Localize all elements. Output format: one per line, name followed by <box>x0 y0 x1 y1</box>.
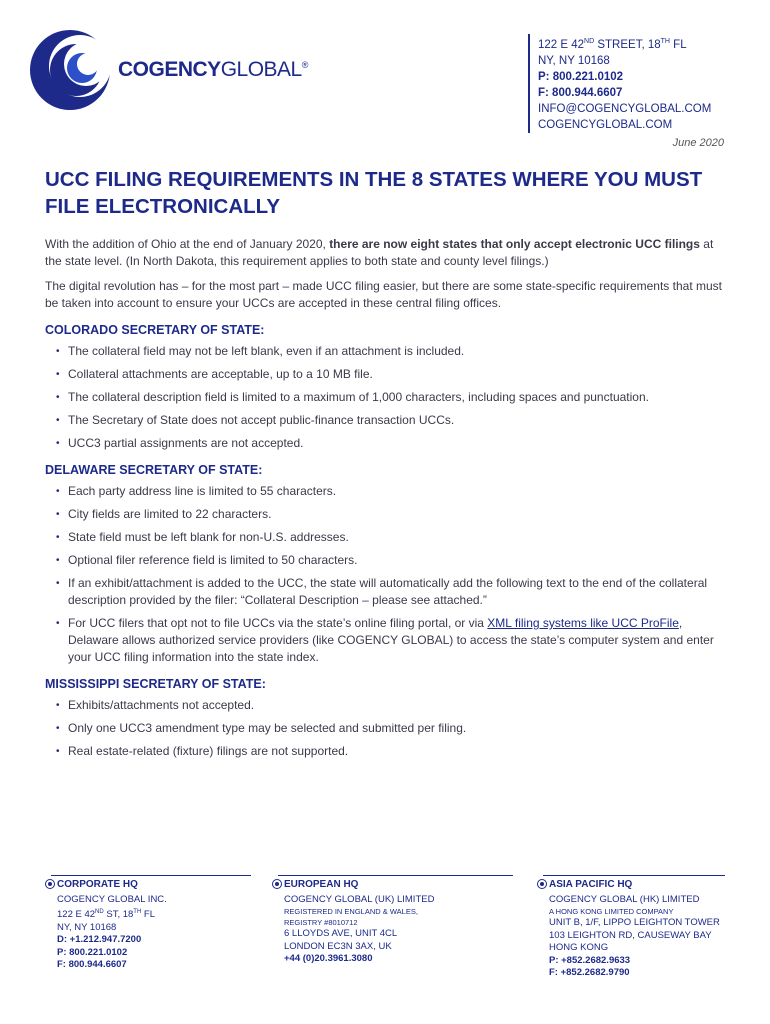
address-line-2: NY, NY 10168 <box>538 54 610 67</box>
phone: P: 800.221.0102 <box>538 70 624 83</box>
office-heading: EUROPEAN HQ <box>272 879 517 892</box>
office-address-1: UNIT B, 1/F, LIPPO LEIGHTON TOWER <box>549 917 720 928</box>
footer-corporate-hq <box>45 875 255 972</box>
location-bullet-icon <box>272 879 282 889</box>
office-heading: ASIA PACIFIC HQ <box>537 879 725 892</box>
intro-paragraph-1: With the addition of Ohio at the end of January 2020, there are now eight states that only accept electronic UCC filings at the state level. (In North Dakota, this requirement applies to both state and county level filings.) <box>45 237 714 268</box>
list-item: • Each party address line is limited to 55 characters. <box>45 483 725 500</box>
list-item: • If an exhibit/attachment is added to the UCC, the state will automatically add the following text to the end of the collateral description provided by the filer: “Collateral Description – please see attached.” <box>45 575 725 609</box>
office-address-2: LONDON EC3N 3AX, UK <box>284 940 392 952</box>
footer <box>45 875 725 985</box>
office-direct: D: +1.212.947.7200 <box>57 934 142 946</box>
location-bullet-icon <box>45 879 55 889</box>
list-item: • For UCC filers that opt not to file UCCs via the state’s online filing portal, or via XML filing systems like UCC ProFile, Delaware allows authorized service providers (like COGENCY GLOBAL) to access the state’s computer system and enter your UCC filing information into the state index. <box>45 615 725 666</box>
document-body <box>45 236 725 766</box>
office-company: COGENCY GLOBAL (HK) LIMITED <box>549 893 700 905</box>
footer-european-hq <box>272 875 517 966</box>
website-link[interactable]: COGENCYGLOBAL.COM <box>538 118 673 131</box>
location-bullet-icon <box>537 879 547 889</box>
office-phone: P: +852.2682.9633 <box>549 954 631 966</box>
office-phone: P: 800.221.0102 <box>57 946 128 958</box>
office-address-2: 103 LEIGHTON RD, CAUSEWAY BAY <box>549 929 712 941</box>
logo <box>28 28 328 112</box>
office-registration-1: REGISTERED IN ENGLAND & WALES, <box>284 907 418 916</box>
office-company: COGENCY GLOBAL (UK) LIMITED <box>284 893 435 905</box>
section-heading-mississippi: MISSISSIPPI SECRETARY OF STATE: <box>45 677 266 691</box>
office-registration-2: REGISTRY #8010712 <box>284 918 358 927</box>
logo-swirl-icon <box>28 28 118 112</box>
footer-divider <box>278 875 513 876</box>
intro-paragraph-2: The digital revolution has – for the most part – made UCC filing easier, but there are some state-specific requirements that must be taken into account to ensure your UCCs are accepted in these central filing offices. <box>45 279 722 310</box>
footer-divider <box>51 875 251 876</box>
list-mississippi <box>45 697 725 760</box>
list-colorado <box>45 343 725 452</box>
ucc-profile-link[interactable]: XML filing systems like UCC ProFile <box>487 616 679 630</box>
brand-wordmark: COGENCYGLOBAL® <box>118 58 308 81</box>
list-item: • The collateral description field is limited to a maximum of 1,000 characters, including spaces and punctuation. <box>45 389 725 406</box>
office-address-2: NY, NY 10168 <box>57 921 117 933</box>
footer-divider <box>543 875 725 876</box>
list-item: • Exhibits/attachments not accepted. <box>45 697 725 714</box>
list-item: • Only one UCC3 amendment type may be selected and submitted per filing. <box>45 720 725 737</box>
office-fax: F: 800.944.6607 <box>57 959 127 971</box>
section-heading-colorado: COLORADO SECRETARY OF STATE: <box>45 323 265 337</box>
list-item: • City fields are limited to 22 characters. <box>45 506 725 523</box>
email-link[interactable]: INFO@COGENCYGLOBAL.COM <box>538 102 712 115</box>
section-heading-delaware: DELAWARE SECRETARY OF STATE: <box>45 463 263 477</box>
list-item: • The Secretary of State does not accept public-finance transaction UCCs. <box>45 412 725 429</box>
office-address-3: HONG KONG <box>549 942 609 953</box>
office-company: COGENCY GLOBAL INC. <box>57 893 167 905</box>
list-item: • State field must be left blank for non-U.S. addresses. <box>45 529 725 546</box>
contact-block <box>528 34 711 133</box>
footer-asia-pacific-hq <box>537 875 725 980</box>
office-company-type: A HONG KONG LIMITED COMPANY <box>549 907 674 916</box>
address-line-1: 122 E 42ND STREET, 18TH FL <box>538 38 687 51</box>
fax: F: 800.944.6607 <box>538 86 623 99</box>
office-phone: +44 (0)20.3961.3080 <box>284 953 373 964</box>
office-address-1: 122 E 42ND ST, 18TH FL <box>57 909 156 921</box>
list-item: • The collateral field may not be left blank, even if an attachment is included. <box>45 343 725 360</box>
list-item: • UCC3 partial assignments are not accepted. <box>45 435 725 452</box>
page-title: UCC FILING REQUIREMENTS IN THE 8 STATES WHERE YOU MUST FILE ELECTRONICALLY <box>45 168 703 218</box>
document-date: June 2020 <box>672 137 724 149</box>
list-item: • Real estate-related (fixture) filings are not supported. <box>45 743 725 760</box>
office-heading: CORPORATE HQ <box>45 879 255 892</box>
list-item: • Collateral attachments are acceptable, up to a 10 MB file. <box>45 366 725 383</box>
list-delaware <box>45 483 725 666</box>
list-item: • Optional filer reference field is limited to 50 characters. <box>45 552 725 569</box>
office-address-1: 6 LLOYDS AVE, UNIT 4CL <box>284 928 398 939</box>
office-fax: F: +852.2682.9790 <box>549 967 630 978</box>
